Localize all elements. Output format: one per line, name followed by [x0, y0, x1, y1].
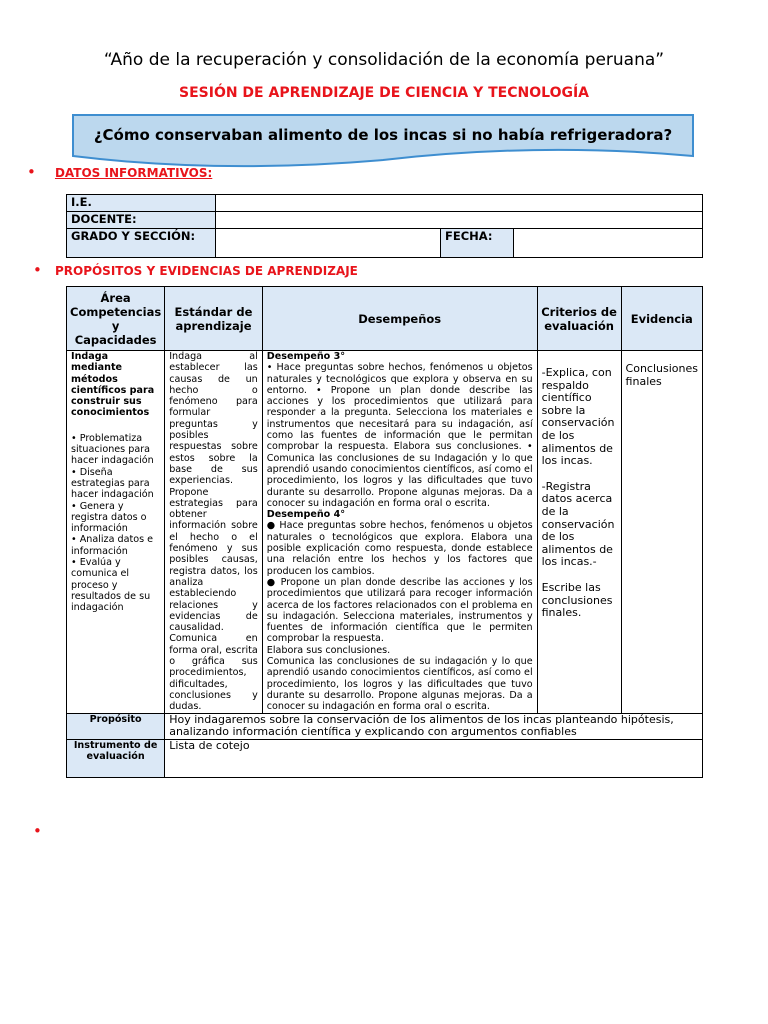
header-desempenos: Desempeños [262, 287, 537, 351]
desempeno4-text: ● Hace preguntas sobre hechos, fenómenos u objetos naturales o tecnológicos que explora. Elabora una posible explicación como respuesta, donde establece una relación entre los hechos y los factores que producen los cambios. [266, 520, 533, 577]
year-motto: “Año de la recuperación y consolidación de la economía peruana” [103, 50, 665, 70]
instrumento-text: Lista de cotejo [165, 739, 703, 777]
proposito-label: Propósito [67, 713, 165, 739]
capacidad-item: • Analiza datos e información [71, 534, 154, 557]
desempeno4-text: Elabora sus conclusiones. [266, 644, 391, 656]
ie-value[interactable] [216, 195, 703, 212]
capacidad-item: • Evalúa y comunica el proceso y resultados de su indagación [71, 557, 151, 614]
proposito-text: Hoy indagaremos sobre la conservación de los alimentos de los incas planteando hipótesis, analizando información científica y explicando con argumentos confiables [165, 713, 703, 739]
criterio-item: -Explica, con respaldo científico sobre la conservación de los alimentos de los incas. [541, 366, 615, 468]
question-text: ¿Cómo conservaban alimento de los incas si no había refrigeradora? [93, 126, 673, 144]
grado-label: GRADO Y SECCIÓN: [67, 229, 216, 258]
criterio-item: Escribe las conclusiones finales. [541, 580, 613, 620]
docente-label: DOCENTE: [67, 212, 216, 229]
header-evidencia: Evidencia [621, 287, 702, 351]
capacidad-item: • Diseña estrategias para hacer indagación [71, 466, 154, 501]
header-area: Área Competencias y Capacidades [67, 287, 165, 351]
bullet: • [33, 261, 42, 279]
empty-bullet [33, 821, 42, 840]
docente-value[interactable] [216, 212, 703, 229]
bullet: • [27, 163, 36, 181]
header-estandar: Estándar de aprendizaje [165, 287, 263, 351]
instrumento-label: Instrumento de evaluación [67, 739, 165, 777]
desempeno4-text: ● Propone un plan donde describe las acciones y los procedimientos que utilizará para recoger información acerca de los factores relacionados con el problema en su indagación. Selecciona materiales, instrumentos y fuentes de información científica que le permiten comprobar la respuesta. [266, 576, 533, 645]
fecha-value[interactable] [514, 229, 703, 258]
competencias-cell [67, 351, 165, 714]
evidencia-cell: Conclusiones finales [621, 351, 702, 714]
datos-label: DATOS INFORMATIVOS: [54, 166, 213, 180]
fecha-label: FECHA: [441, 229, 514, 258]
session-title: SESIÓN DE APRENDIZAJE DE CIENCIA Y TECNOLOGÍA [179, 85, 589, 101]
criterio-item: -Registra datos acerca de la conservación de los alimentos de los incas.- [541, 479, 615, 569]
estandar-cell: Indaga al establecer las causas de un hecho o fenómeno para formular preguntas y posibles respuestas sobre estos sobre la base de sus experiencias. Propone estrategias para obtener información sobre el hecho o el fenómeno y sus posibles causas, registra datos, los analiza estableciendo relaciones y evidencias de causalidad. Comunica en forma oral, escrita o gráfica sus procedimientos, dificultades, conclusiones y dudas. [165, 351, 263, 714]
criterios-cell [537, 351, 621, 714]
desempenos-cell [262, 351, 537, 714]
capacidad-item: • Genera y registra datos o información [71, 500, 147, 535]
grado-value[interactable] [216, 229, 441, 258]
learning-table [66, 286, 703, 778]
desempeno3-text: • Hace preguntas sobre hechos, fenómenos u objetos naturales y tecnológicos que explora y observa en su entorno. • Propone un plan donde describe las acciones y los procedimientos que utilizará para responder a la pregunta. Selecciona los materiales e instrumentos que necesitará para su indagación, así como las fuentes de información que le permitan comprobar la respuesta. Elabora sus conclusiones. • Comunica las conclusiones de su Indagación y lo que aprendió usando conocimientos científicos, así como el procedimiento, los logros y las dificultades que tuvo durante su desarrollo. Propone algunas mejoras. Da a conocer su indagación en forma oral o escrita. [266, 362, 533, 509]
desempeno4-title: Desempeño 4° [266, 509, 346, 521]
desempeno4-text: Comunica las conclusiones de su indagación y lo que aprendió usando conocimientos científicos, así como el procedimiento, los logros y las dificultades que tuvo durante su desarrollo. Propone algunas mejoras. Da a conocer su indagación en forma oral o escrita. [266, 656, 533, 713]
desempeno3-title: Desempeño 3° [266, 351, 346, 362]
propositos-label: PROPÓSITOS Y EVIDENCIAS DE APRENDIZAJE [54, 264, 358, 278]
propositos-heading [33, 260, 358, 279]
competencia-title: Indaga mediante métodos científicos para construir sus conocimientos [71, 351, 155, 419]
capacidad-item: • Problematiza situaciones para hacer indagación [71, 432, 154, 467]
ie-label: I.E. [67, 195, 216, 212]
header-criterios: Criterios de evaluación [537, 287, 621, 351]
datos-heading [27, 162, 212, 181]
bullet: • [33, 822, 42, 840]
info-table [66, 194, 703, 258]
